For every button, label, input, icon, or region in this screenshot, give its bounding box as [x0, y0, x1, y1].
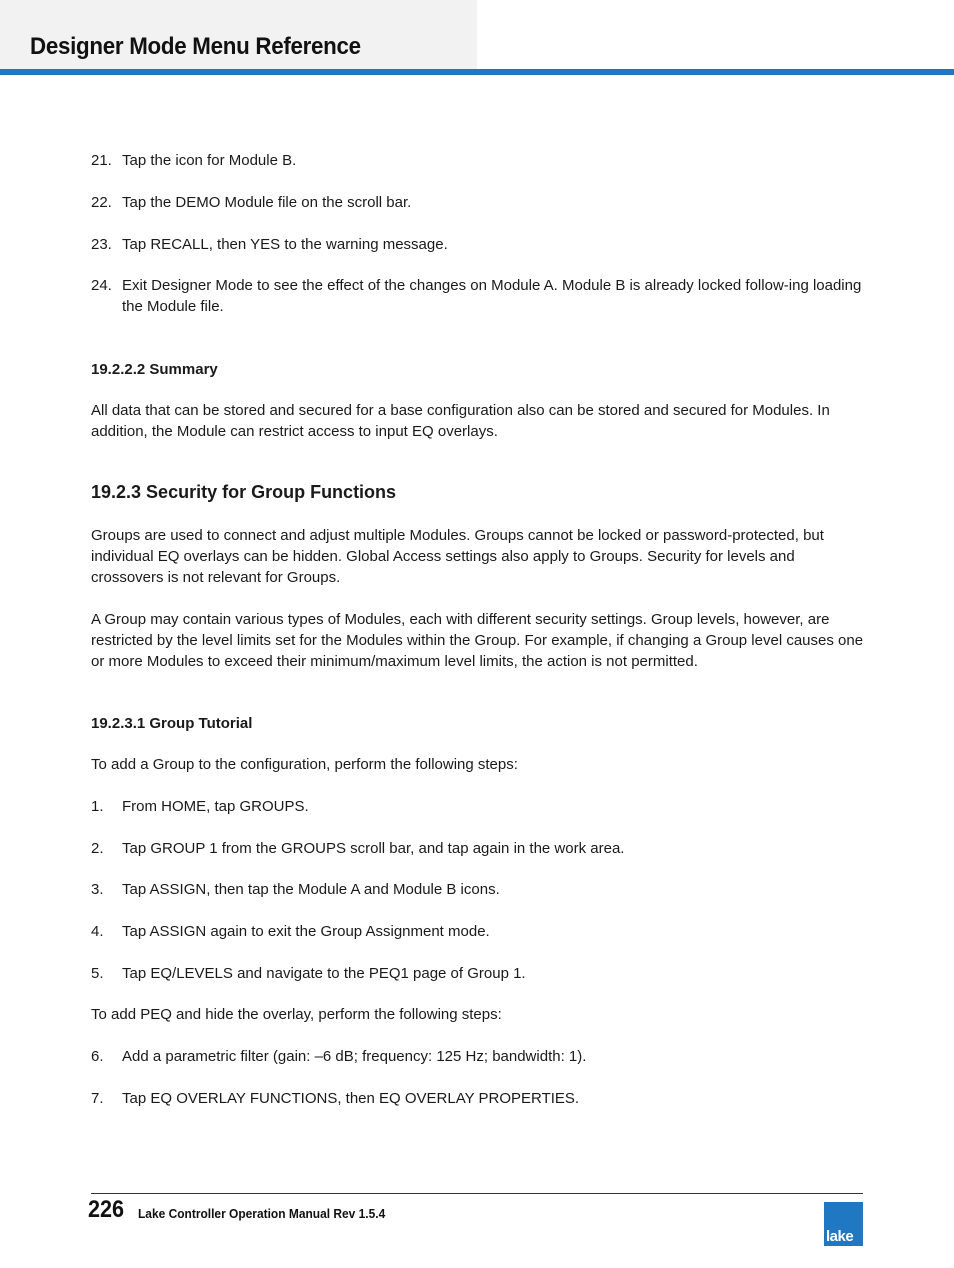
list-item-number: 22. [91, 194, 112, 211]
security-paragraph-1: Groups are used to connect and adjust multiple Modules. Groups cannot be locked or password-protected, but individual EQ overlays can be hidden. Global Access settings also apply to Groups. Security for levels and crossovers is not relevant for Groups. [91, 527, 824, 586]
list-item [91, 275, 866, 317]
list-item-text: Tap the DEMO Module file on the scroll bar. [122, 194, 412, 211]
list-item-text: Tap ASSIGN, then tap the Module A and Module B icons. [122, 881, 500, 898]
list-item-number: 23. [91, 236, 112, 253]
list-item-text: Tap EQ OVERLAY FUNCTIONS, then EQ OVERLAY PROPERTIES. [122, 1090, 580, 1107]
list-item [91, 921, 866, 942]
list-item-text: Tap the icon for Module B. [122, 152, 297, 169]
header-divider [0, 69, 954, 75]
manual-title: Lake Controller Operation Manual Rev 1.5.4 [138, 1206, 386, 1221]
summary-paragraph: All data that can be stored and secured for a base configuration also can be stored and secured for Modules. In addition, the Module can restrict access to input EQ overlays. [91, 402, 830, 440]
list-item [91, 838, 866, 859]
list-item [91, 879, 866, 900]
list-item-text: Exit Designer Mode to see the effect of the changes on Module A. Module B is already locked follow-ing loading the Module file. [122, 277, 862, 315]
list-item-text: Tap GROUP 1 from the GROUPS scroll bar, and tap again in the work area. [122, 840, 625, 857]
list-item [91, 234, 866, 255]
summary-heading: 19.2.2.2 Summary [91, 361, 218, 378]
page-number: 226 [88, 1196, 125, 1223]
list-item-text: Tap RECALL, then YES to the warning message. [122, 236, 448, 253]
list-item-text: Tap ASSIGN again to exit the Group Assignment mode. [122, 923, 490, 940]
list-item [91, 796, 866, 817]
list-item-number: 5. [91, 965, 104, 982]
page-title: Designer Mode Menu Reference [30, 33, 361, 60]
list-item-number: 7. [91, 1090, 104, 1107]
tutorial-intro: To add a Group to the configuration, perform the following steps: [91, 756, 518, 773]
tutorial-heading: 19.2.3.1 Group Tutorial [91, 715, 253, 732]
list-item-number: 3. [91, 881, 104, 898]
footer-divider [91, 1193, 863, 1194]
list-item [91, 963, 866, 984]
lake-logo [824, 1202, 863, 1246]
list-item-number: 6. [91, 1048, 104, 1065]
security-paragraph-2: A Group may contain various types of Modules, each with different security settings. Group levels, however, are restricted by the level limits set for the Modules within the Group. For example, if changing a Group level causes one or more Modules to exceed their minimum/maximum level limits, the action is not permitted. [91, 611, 864, 670]
tutorial-intro-2: To add PEQ and hide the overlay, perform the following steps: [91, 1006, 502, 1023]
list-item-number: 4. [91, 923, 104, 940]
security-heading: 19.2.3 Security for Group Functions [91, 482, 397, 502]
list-item-text: Tap EQ/LEVELS and navigate to the PEQ1 page of Group 1. [122, 965, 526, 982]
list-item-number: 1. [91, 798, 104, 815]
list-item-number: 21. [91, 152, 112, 169]
list-item [91, 150, 866, 171]
list-item [91, 192, 866, 213]
list-item [91, 1046, 866, 1067]
list-item [91, 1088, 866, 1109]
list-item-text: Add a parametric filter (gain: –6 dB; frequency: 125 Hz; bandwidth: 1). [122, 1048, 587, 1065]
list-item-number: 24. [91, 277, 112, 294]
list-item-text: From HOME, tap GROUPS. [122, 798, 309, 815]
list-item-number: 2. [91, 840, 104, 857]
logo-text: lake [826, 1228, 854, 1245]
